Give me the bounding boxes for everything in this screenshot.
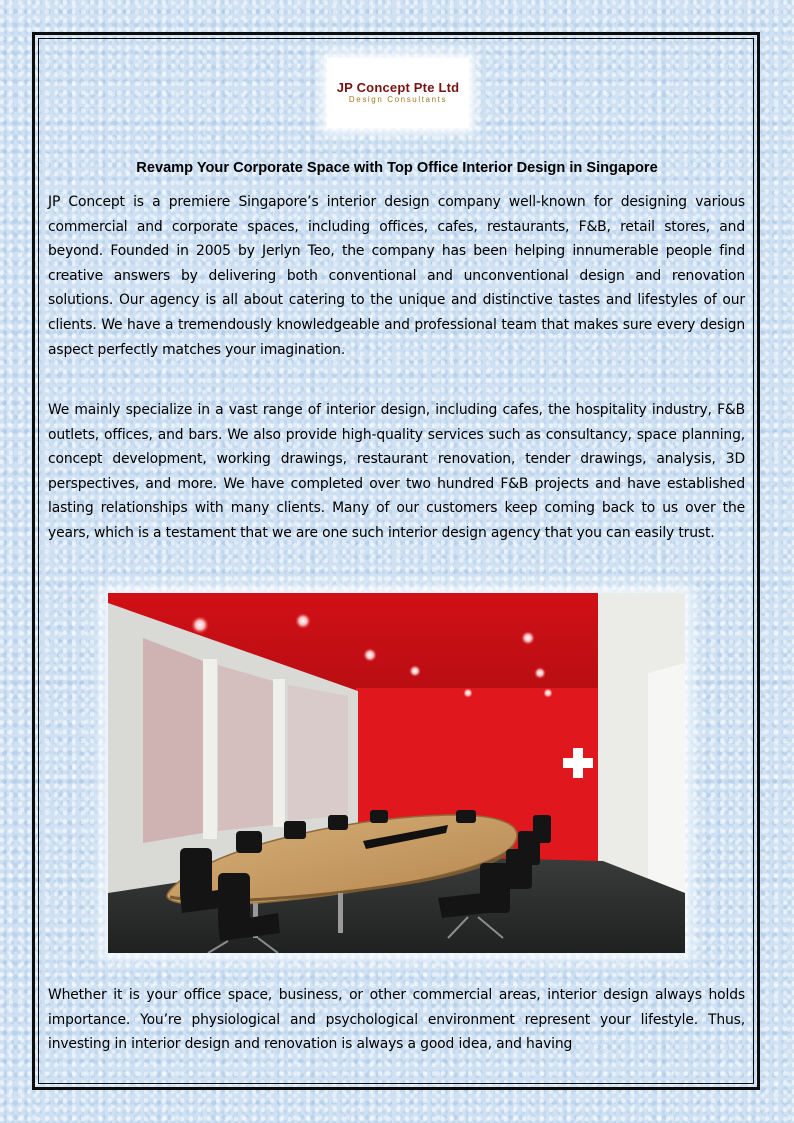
company-logo bbox=[327, 58, 469, 128]
logo-tagline: Design Consultants bbox=[348, 95, 448, 104]
closing-paragraph: Whether it is your office space, business, or other commercial areas, interior design always holds importance. You’re physiological and psychological environment represent your lifestyle. Thus, investing in interior design and renovation is always a good idea, and having bbox=[48, 987, 745, 1053]
logo-company-name: JP Concept Pte Ltd bbox=[336, 80, 460, 95]
intro-paragraph: JP Concept is a premiere Singapore’s interior design company well-known for designing various commercial and corporate spaces, including offices, cafes, restaurants, F&B, retail stores, and beyond. Founded in 2005 by Jerlyn Teo, the company has been helping innumerable people find creative answers by delivering both conventional and unconventional design and renovation solutions. Our agency is all about catering to the unique and distinctive tastes and lifestyles of our clients. We have a tremendously knowledgeable and professional team that makes sure every design aspect perfectly matches your imagination. bbox=[48, 194, 745, 358]
services-paragraph: We mainly specialize in a vast range of interior design, including cafes, the hospitality industry, F&B outlets, offices, and bars. We also provide high-quality services such as consultancy, space planning, concept development, working drawings, restaurant renovation, tender drawings, analysis, 3D perspectives, and more. We have completed over two hundred F&B projects and have established lasting relationships with many clients. Many of our customers keep coming back to us over the years, which is a testament that we are one such interior design agency that you can easily trust. bbox=[48, 402, 745, 541]
page-title: Revamp Your Corporate Space with Top Office Interior Design in Singapore bbox=[136, 160, 658, 176]
conference-room-photo bbox=[108, 593, 685, 953]
